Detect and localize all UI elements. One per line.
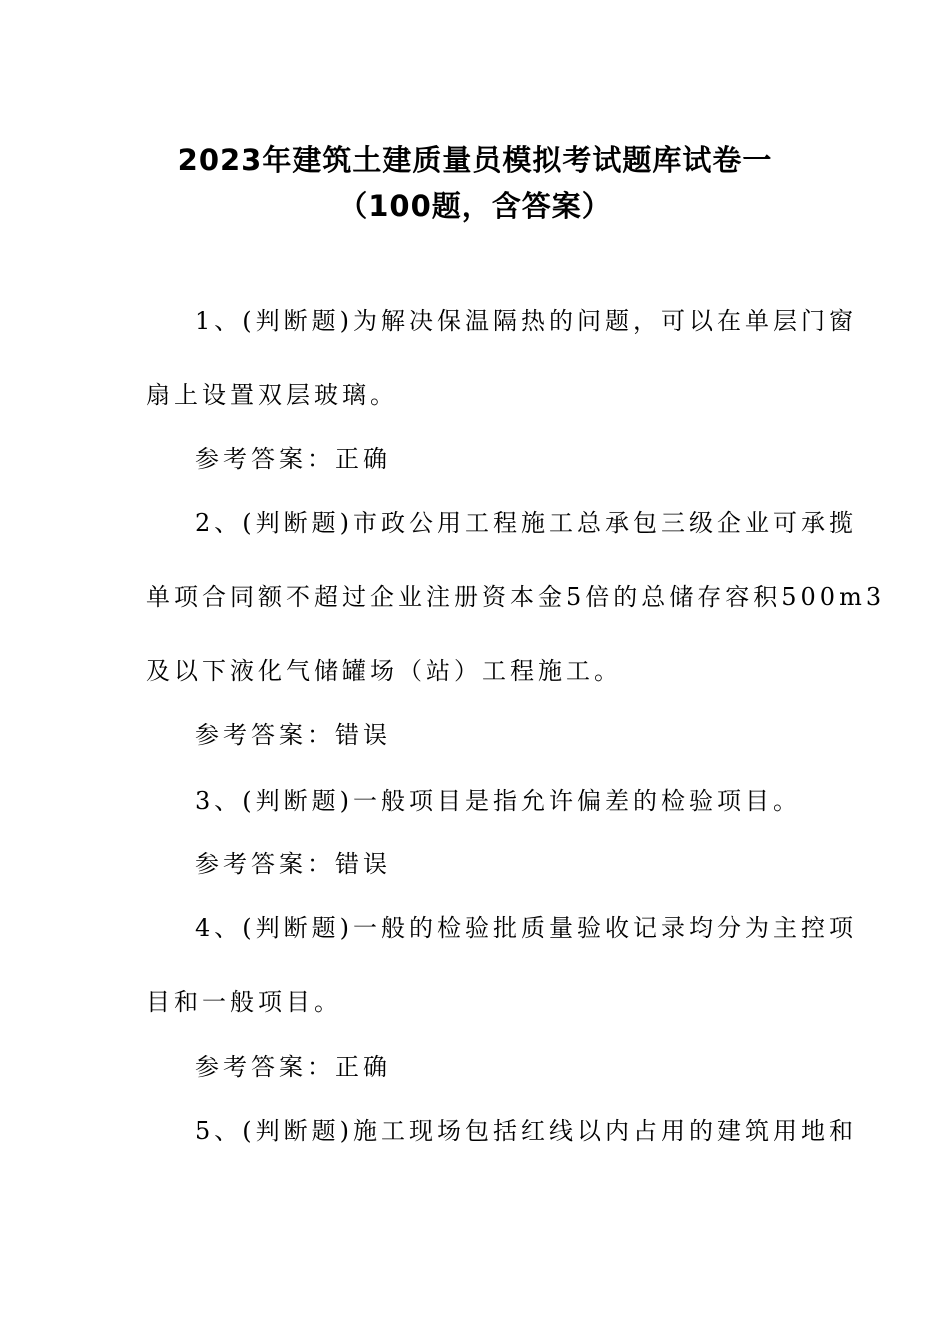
question-2-line-3: 及以下液化气储罐场（站）工程施工。 xyxy=(146,657,622,685)
answer-3: 参考答案：错误 xyxy=(195,850,391,878)
question-3-line-1: 3、(判断题)一般项目是指允许偏差的检验项目。 xyxy=(195,787,801,815)
question-5-line-1: 5、(判断题)施工现场包括红线以内占用的建筑用地和 xyxy=(195,1117,857,1145)
question-1-line-1: 1、(判断题)为解决保温隔热的问题，可以在单层门窗 xyxy=(195,307,857,335)
question-4-line-1: 4、(判断题)一般的检验批质量验收记录均分为主控项 xyxy=(195,914,857,942)
answer-4: 参考答案：正确 xyxy=(195,1053,391,1081)
question-1-line-2: 扇上设置双层玻璃。 xyxy=(146,381,398,409)
document-title: 2023年建筑土建质量员模拟考试题库试卷一 xyxy=(177,143,773,177)
question-2-line-2: 单项合同额不超过企业注册资本金5倍的总储存容积500m3 xyxy=(146,583,886,611)
question-2-line-1: 2、(判断题)市政公用工程施工总承包三级企业可承揽 xyxy=(195,509,857,537)
answer-1: 参考答案：正确 xyxy=(195,445,391,473)
question-4-line-2: 目和一般项目。 xyxy=(146,988,342,1016)
answer-2: 参考答案：错误 xyxy=(195,721,391,749)
document-subtitle: （100题，含答案） xyxy=(338,189,612,223)
